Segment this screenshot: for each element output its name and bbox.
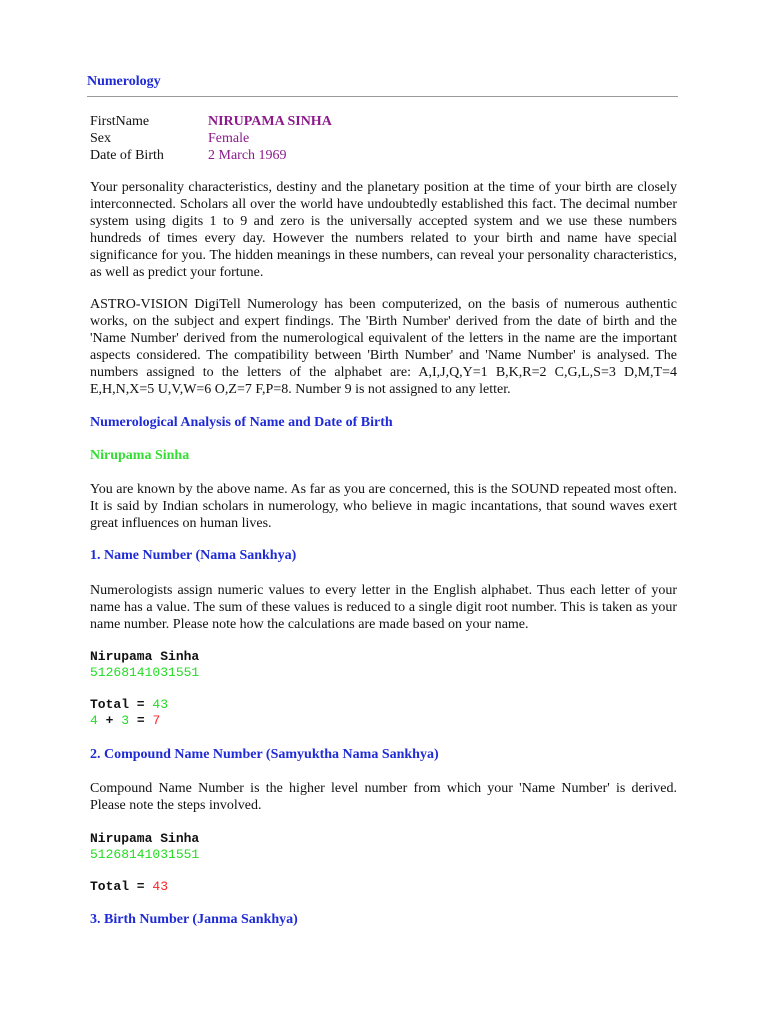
total-label: Total = (90, 697, 145, 712)
calc-total-line (90, 697, 199, 713)
calc-name: Nirupama Sinha (90, 649, 200, 664)
first-name-value: NIRUPAMA SINHA (208, 114, 332, 129)
dob-label: Date of Birth (90, 148, 164, 163)
calc-digits: 51268141031551 (90, 665, 200, 680)
analysis-heading: Numerological Analysis of Name and Date of Birth (90, 415, 393, 430)
compound-name-number-heading: 2. Compound Name Number (Samyuktha Nama Sankhya) (90, 747, 439, 762)
reduction-digit-a: 4 (90, 713, 98, 728)
compound-total-line (90, 879, 199, 895)
name-number-paragraph: Numerologists assign numeric values to every letter in the English alphabet. Thus each letter of your name has a value. The sum of these values is reduced to a single digit root number. This is taken as your name number. Please note how the calculations are made based on your name. (90, 583, 677, 632)
intro-paragraph-1: Your personality characteristics, destiny and the planetary position at the time of your birth are closely interconnected. Scholars all over the world have undoubtedly established this fact. The decimal number system using digits 1 to 9 and zero is the universally accepted system and we use these numbers hundreds of times every day. However the numbers related to your birth and name have special significance for you. The hidden meanings in these numbers, can reveal your personality characteristics, as well as predict your fortune. (90, 180, 677, 280)
birth-number-heading: 3. Birth Number (Janma Sankhya) (90, 912, 298, 927)
compound-name-number-paragraph: Compound Name Number is the higher level number from which your 'Name Number' is derived. Please note the steps involved. (90, 781, 677, 813)
sex-row (90, 130, 332, 147)
compound-total-value: 43 (152, 879, 169, 894)
personal-info (90, 113, 332, 164)
compound-calc-digits: 51268141031551 (90, 847, 200, 862)
dob-value: 2 March 1969 (208, 148, 287, 163)
dob-row (90, 147, 332, 164)
sex-label: Sex (90, 131, 111, 146)
calc-reduction-line (90, 713, 199, 729)
intro-paragraph-2: ASTRO-VISION DigiTell Numerology has been computerized, on the basis of numerous authentic works, on the subject and expert findings. The 'Birth Number' derived from the date of birth and the 'Name Number' derived from the numerological equivalent of the letters in the name are the important aspects considered. The compatibility between 'Birth Number' and 'Name Number' is analysed. The numbers assigned to the letters of the alphabet are: A,I,J,Q,Y=1 B,K,R=2 C,G,L,S=3 D,M,T=4 E,H,N,X=5 U,V,W=6 O,Z=7 F,P=8. Number 9 is not assigned to any letter. (90, 297, 677, 397)
reduction-equals: = (136, 713, 145, 728)
reduction-plus: + (105, 713, 114, 728)
reduction-result: 7 (152, 713, 161, 728)
name-number-calc (90, 649, 199, 729)
sex-value: Female (208, 131, 250, 146)
compound-total-label: Total = (90, 879, 145, 894)
first-name-label: FirstName (90, 114, 150, 129)
name-paragraph: You are known by the above name. As far as you are concerned, this is the SOUND repeated most often. It is said by Indian scholars in numerology, who believe in magic incantations, that sound waves exert great influences on human lives. (90, 482, 677, 531)
name-number-heading: 1. Name Number (Nama Sankhya) (90, 548, 297, 563)
page-title: Numerology (87, 74, 161, 89)
total-value: 43 (152, 697, 169, 712)
header-divider (87, 96, 678, 97)
first-name-row (90, 113, 332, 130)
reduction-digit-b: 3 (121, 713, 130, 728)
compound-name-number-calc (90, 831, 199, 895)
name-heading: Nirupama Sinha (90, 448, 190, 463)
compound-calc-name: Nirupama Sinha (90, 831, 200, 846)
